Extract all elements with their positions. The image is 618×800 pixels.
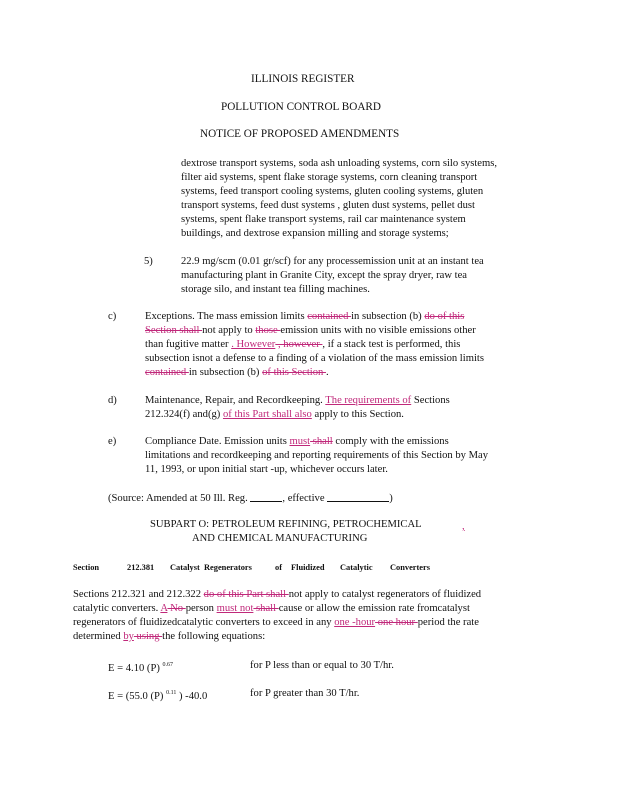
subsection-e-line: 11, 1993, or upon initial start -up, whichever occurs later. bbox=[145, 464, 388, 475]
effective-date-blank bbox=[327, 491, 389, 502]
subsection-c-label: c) bbox=[108, 311, 117, 322]
section-paragraph-line: catalytic converters. A No person must not shall cause or allow the emission rate fromcatalyst bbox=[73, 603, 470, 614]
register-page-blank bbox=[250, 491, 282, 502]
subsection-c-line: subsection isnot a defense to a finding of a violation of the mass emission limits bbox=[145, 353, 484, 364]
subsection-d-line: 212.324(f) and(g) of this Part shall also apply to this Section. bbox=[145, 409, 404, 420]
equation-2-condition: for P greater than 30 T/hr. bbox=[250, 688, 360, 699]
text-line: filter aid systems, spent flake storage systems, corn cleaning transport bbox=[181, 172, 478, 183]
text-line: buildings, and dextrose expansion milling and storage systems; bbox=[181, 228, 449, 239]
register-title: ILLINOIS REGISTER bbox=[251, 73, 355, 85]
subsection-d-label: d) bbox=[108, 395, 117, 406]
text-line: dextrose transport systems, soda ash unloading systems, corn silo systems, bbox=[181, 158, 498, 169]
subsection-e-label: e) bbox=[108, 436, 117, 447]
equation-1-condition: for P less than or equal to 30 T/hr. bbox=[250, 660, 394, 671]
subsection-d-line: Maintenance, Repair, and Recordkeeping. The requirements of Sections bbox=[145, 395, 450, 406]
board-title: POLLUTION CONTROL BOARD bbox=[221, 101, 381, 113]
item-5-line: manufacturing plant in Granite City, except the spray dryer, raw tea bbox=[181, 270, 467, 281]
text-line: systems, feed transport cooling systems, gluten cooling systems, gluten bbox=[181, 186, 484, 197]
notice-title: NOTICE OF PROPOSED AMENDMENTS bbox=[200, 128, 400, 140]
subsection-c-line: Exceptions. The mass emission limits contained in subsection (b) do of this bbox=[145, 311, 465, 322]
subsection-e-line: limitations and recordkeeping and reporting requirements of this Section by May bbox=[145, 450, 489, 461]
item-5-line: 22.9 mg/scm (0.01 gr/scf) for any processemission unit at an instant tea bbox=[181, 256, 484, 267]
subsection-e-line: Compliance Date. Emission units must shall comply with the emissions bbox=[145, 436, 449, 447]
section-paragraph-line: Sections 212.321 and 212.322 do of this Part shall not apply to catalyst regenerators of fluidized bbox=[73, 589, 482, 600]
subpart-heading-line2: AND CHEMICAL MANUFACTURING bbox=[192, 533, 368, 544]
text-line: systems, spent flake transport systems, rail car maintenance system bbox=[181, 214, 466, 225]
item-5-label: 5) bbox=[144, 256, 153, 267]
text-line: transport systems, feed dust systems , gluten dust systems, pellet dust bbox=[181, 200, 475, 211]
subpart-heading: SUBPART O: PETROLEUM REFINING, PETROCHEMICAL bbox=[150, 519, 422, 530]
subsection-c-line: than fugitive matter . However , however , if a stack test is performed, this bbox=[145, 339, 461, 350]
subsection-c-line: contained in subsection (b) of this Section . bbox=[145, 367, 329, 378]
section-paragraph-line: regenerators of fluidizedcatalytic converters to exceed in any one -hour one hour period the rate bbox=[73, 617, 479, 628]
source-note: (Source: Amended at 50 Ill. Reg. , effective ) bbox=[108, 493, 393, 504]
equation-2: E = (55.0 (P) $^{0.11}$ ) -40.0 bbox=[108, 690, 208, 702]
section-paragraph-line: determined by using the following equations: bbox=[73, 631, 266, 642]
subpart-insertion-mark: , bbox=[462, 521, 465, 532]
subsection-c-line: Section shall not apply to those emission units with no visible emissions other bbox=[145, 325, 476, 336]
equation-1: E = 4.10 (P) $^{0.67}$ bbox=[108, 662, 174, 674]
item-5-line: storage silo, and instant tea filling machines. bbox=[181, 284, 370, 295]
